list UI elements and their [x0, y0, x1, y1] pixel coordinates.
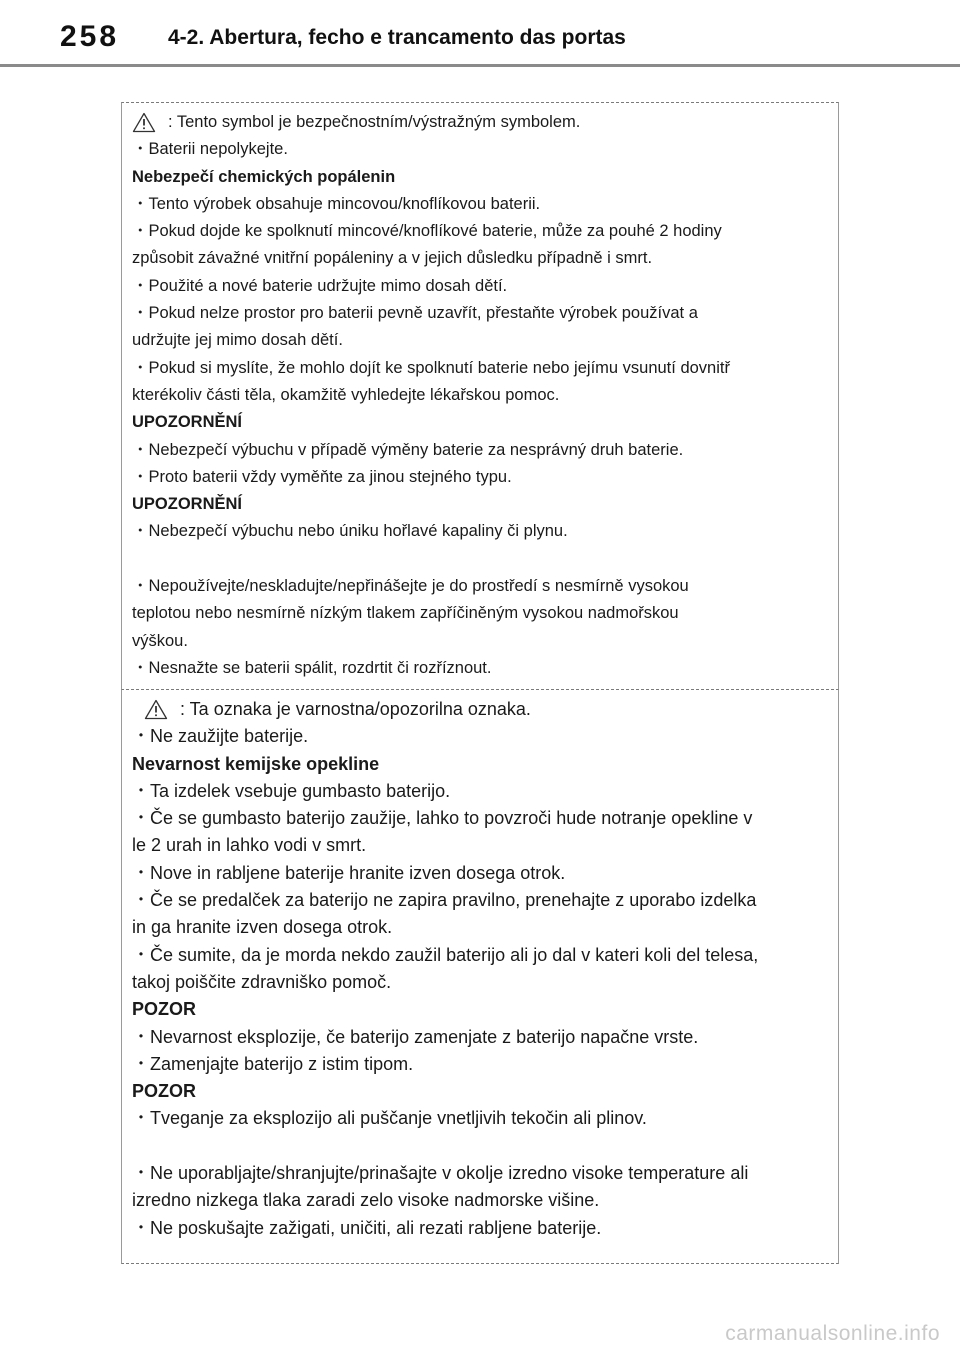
slovene-symbol-note: : Ta oznaka je varnostna/opozorilna oznaka.: [180, 699, 531, 719]
slovene-line-3a: ・Če se gumbasto baterijo zaužije, lahko to povzroči hude notranje opekline v: [132, 808, 753, 829]
czech-line-9: ・Nebezpečí výbuchu nebo úniku hořlavé kapaliny či plynu.: [132, 522, 568, 541]
czech-symbol-note: : Tento symbol je bezpečnostním/výstražným symbolem.: [168, 113, 581, 131]
slovene-heading-2: POZOR: [132, 999, 197, 1020]
czech-line-11: ・Nesnažte se baterii spálit, rozdrtit či rozříznout.: [132, 658, 492, 677]
czech-line-7: ・Nebezpečí výbuchu v případě výměny baterie za nesprávný druh baterie.: [132, 440, 684, 459]
warning-triangle-icon: [144, 699, 168, 720]
slovene-line-7: ・Nevarnost eksplozije, če baterijo zamenjate z baterijo napačne vrste.: [132, 1026, 699, 1047]
czech-line-3a: ・Pokud dojde ke spolknutí mincové/knoflíkové baterie, může za pouhé 2 hodiny: [132, 222, 722, 241]
czech-blank-line: [132, 546, 828, 573]
czech-warning-box: [121, 102, 839, 689]
czech-line-10a: ・Nepoužívejte/neskladujte/nepřinášejte je do prostředí s nesmírně vysokou: [132, 577, 689, 596]
slovene-heading-3: POZOR: [132, 1081, 197, 1102]
slovene-warning-box: [121, 689, 839, 1264]
czech-line-4: ・Použité a nové baterie udržujte mimo dosah dětí.: [132, 276, 508, 295]
slovene-line-11: ・Ne poskušajte zažigati, uničiti, ali rezati rabljene baterije.: [132, 1217, 602, 1238]
slovene-line-10b: izredno nizkega tlaka zaradi zelo visoke nadmorske višine.: [132, 1190, 600, 1211]
page-header: [0, 0, 960, 66]
slovene-line-6b: takoj poiščite zdravniško pomoč.: [132, 971, 392, 992]
czech-line-3b: způsobit závažné vnitřní popáleniny a v jejich důsledku případně i smrt.: [132, 249, 653, 268]
slovene-symbol-note-line: [132, 696, 828, 723]
czech-line-5a: ・Pokud nelze prostor pro baterii pevně uzavřít, přestaňte výrobek používat a: [132, 304, 698, 323]
czech-heading-3: UPOZORNĚNÍ: [132, 495, 243, 514]
czech-heading-2: UPOZORNĚNÍ: [132, 413, 243, 432]
section-title: 4-2. Abertura, fecho e trancamento das portas: [168, 26, 626, 49]
slovene-line-9: ・Tveganje za eksplozijo ali puščanje vnetljivih tekočin ali plinov.: [132, 1108, 647, 1129]
czech-line-10b: teplotou nebo nesmírně nízkým tlakem zapříčiněným vysokou nadmořskou: [132, 604, 679, 623]
czech-line-8: ・Proto baterii vždy vyměňte za jinou stejného typu.: [132, 467, 512, 486]
slovene-line-5b: in ga hranite izven dosega otrok.: [132, 917, 393, 938]
czech-line-6b: kterékoliv části těla, okamžitě vyhledejte lékařskou pomoc.: [132, 385, 560, 404]
slovene-heading-1: Nevarnost kemijske opekline: [132, 753, 380, 774]
slovene-line-8: ・Zamenjajte baterijo z istim tipom.: [132, 1053, 414, 1074]
czech-line-6a: ・Pokud si myslíte, že mohlo dojít ke spolknutí baterie nebo jejímu vsunutí dovnitř: [132, 358, 730, 377]
czech-line-1: ・Baterii nepolykejte.: [132, 140, 288, 159]
slovene-line-1: ・Ne zaužijte baterije.: [132, 726, 309, 747]
czech-line-2: ・Tento výrobek obsahuje mincovou/knoflíkovou baterii.: [132, 194, 541, 213]
czech-line-10c: výškou.: [132, 631, 188, 650]
czech-symbol-note-line: [132, 109, 828, 136]
site-watermark: carmanualsonline.info: [725, 1322, 940, 1345]
slovene-blank-line: [132, 1133, 828, 1160]
slovene-line-2: ・Ta izdelek vsebuje gumbasto baterijo.: [132, 780, 451, 801]
slovene-line-10a: ・Ne uporabljajte/shranjujte/prinašajte v okolje izredno visoke temperature ali: [132, 1163, 749, 1184]
slovene-line-3b: le 2 urah in lahko vodi v smrt.: [132, 835, 367, 856]
slovene-line-6a: ・Če sumite, da je morda nekdo zaužil baterijo ali jo dal v kateri koli del telesa,: [132, 944, 759, 965]
page-number: 258: [60, 20, 120, 53]
header-rule: [0, 64, 960, 67]
czech-heading-1: Nebezpečí chemických popálenin: [132, 167, 396, 186]
slovene-line-5a: ・Če se predalček za baterijo ne zapira pravilno, prenehajte z uporabo izdelka: [132, 890, 757, 911]
slovene-line-4: ・Nove in rabljene baterije hranite izven dosega otrok.: [132, 862, 566, 883]
warning-triangle-icon: [132, 112, 156, 133]
czech-line-5b: udržujte jej mimo dosah dětí.: [132, 331, 343, 350]
